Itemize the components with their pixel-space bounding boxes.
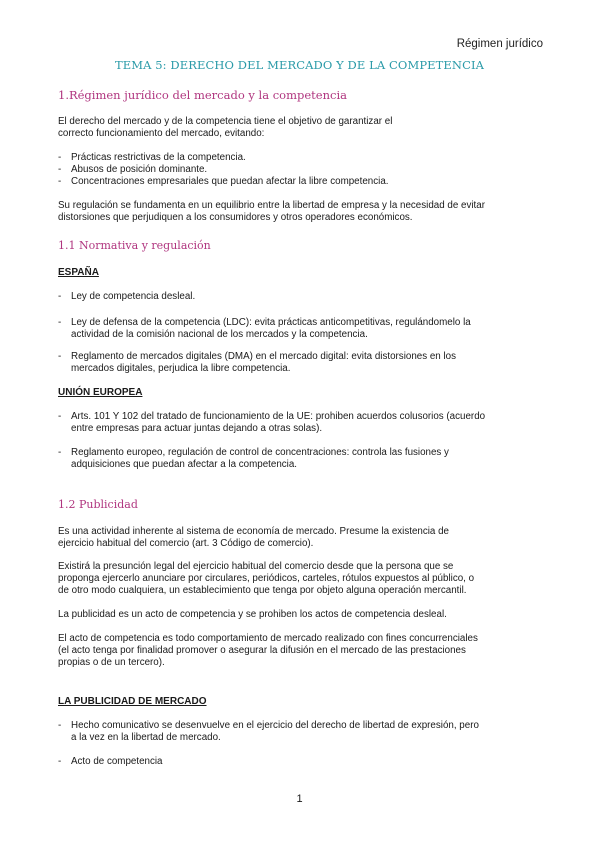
text-line: - Hecho comunicativo se desenvuelve en el ejercicio del derecho de libertad de expresión, pero — [71, 720, 479, 731]
publicity-paragraph-4 — [58, 633, 548, 669]
text-line: distorsiones que perjudiquen a los consumidores y otros operadores económicos. — [58, 212, 413, 223]
text-line: - Arts. 101 Y 102 del tratado de funcionamiento de la UE: prohiben acuerdos colusorios (acuerdo — [71, 411, 486, 422]
list-item — [58, 411, 548, 435]
eu-list — [58, 411, 548, 471]
subheading-eu: UNIÓN EUROPEA — [58, 387, 143, 398]
publicity-paragraph-3 — [58, 609, 548, 621]
text-line: entre empresas para actuar juntas dejando a otras solas). — [71, 423, 323, 434]
list-item — [58, 447, 548, 471]
text-line: - Ley de competencia desleal. — [71, 291, 196, 302]
list-item: - Abusos de posición dominante. — [58, 164, 548, 176]
intro-paragraph — [58, 116, 548, 140]
publicity-paragraph-2 — [58, 561, 548, 597]
list-item — [58, 291, 548, 303]
running-header: Régimen jurídico — [456, 38, 543, 50]
subheading-spain: ESPAÑA — [58, 267, 99, 278]
text-line: a la vez en la libertad de mercado. — [71, 732, 221, 743]
section-heading-1-2: 1.2 Publicidad — [58, 498, 138, 511]
text-line: Su regulación se fundamenta en un equilibrio entre la libertad de empresa y la necesidad de evitar — [58, 200, 485, 211]
text-line: - Acto de competencia — [71, 756, 163, 767]
page-number: 1 — [296, 793, 303, 805]
publicity-paragraph-1 — [58, 526, 548, 550]
page-title: TEMA 5: DERECHO DEL MERCADO Y DE LA COMPETENCIA — [114, 58, 485, 72]
avoid-list — [58, 152, 548, 188]
text-line: mercados digitales, perjudica la libre competencia. — [71, 363, 291, 374]
text-line: El acto de competencia es todo comportamiento de mercado realizado con fines concurrenciales — [58, 633, 478, 644]
list-item: - Concentraciones empresariales que puedan afectar la libre competencia. — [58, 176, 548, 188]
text-line: Es una actividad inherente al sistema de economía de mercado. Presume la existencia de — [58, 526, 450, 537]
text-line: adquisiciones que puedan afectar a la competencia. — [71, 459, 298, 470]
text-line: El derecho del mercado y de la competencia tiene el objetivo de garantizar el — [58, 116, 393, 127]
section-heading-1-1: 1.1 Normativa y regulación — [58, 239, 211, 252]
section-heading-1: 1.Régimen jurídico del mercado y la competencia — [58, 88, 347, 102]
text-line: Existirá la presunción legal del ejercicio habitual del comercio desde que la persona que se — [58, 561, 454, 572]
text-line: correcto funcionamiento del mercado, evitando: — [58, 128, 265, 139]
text-line: La publicidad es un acto de competencia y se prohiben los actos de competencia desleal. — [58, 609, 447, 620]
text-line: (el acto tenga por finalidad promover o asegurar la difusión en el mercado de las prestaciones — [58, 645, 466, 656]
text-line: de otro modo cualquiera, un establecimiento que tenga por objeto alguna operación mercantil. — [58, 585, 467, 596]
subheading-market-publicity: LA PUBLICIDAD DE MERCADO — [58, 696, 207, 707]
list-item — [58, 720, 548, 744]
text-line: propias o de un tercero). — [58, 657, 165, 668]
list-item: - Prácticas restrictivas de la competencia. — [58, 152, 548, 164]
list-item — [58, 317, 548, 341]
text-line: ejercicio habitual del comercio (art. 3 Código de comercio). — [58, 538, 314, 549]
regulation-paragraph — [58, 200, 548, 224]
spain-list — [58, 291, 548, 375]
text-line: - Reglamento de mercados digitales (DMA) en el mercado digital: evita distorsiones en los — [71, 351, 456, 362]
text-line: - Ley de defensa de la competencia (LDC): evita prácticas anticompetitivas, regulándomelo la — [71, 317, 471, 328]
text-line: proponga ejercerlo anunciare por circulares, periódicos, carteles, rótulos expuestos al público, o — [58, 573, 475, 584]
text-line: actividad de la comisión nacional de los mercados y la competencia. — [71, 329, 368, 340]
list-item — [58, 756, 548, 768]
market-publicity-list — [58, 720, 548, 768]
text-line: - Reglamento europeo, regulación de control de concentraciones: controla las fusiones y — [71, 447, 449, 458]
list-item — [58, 351, 548, 375]
